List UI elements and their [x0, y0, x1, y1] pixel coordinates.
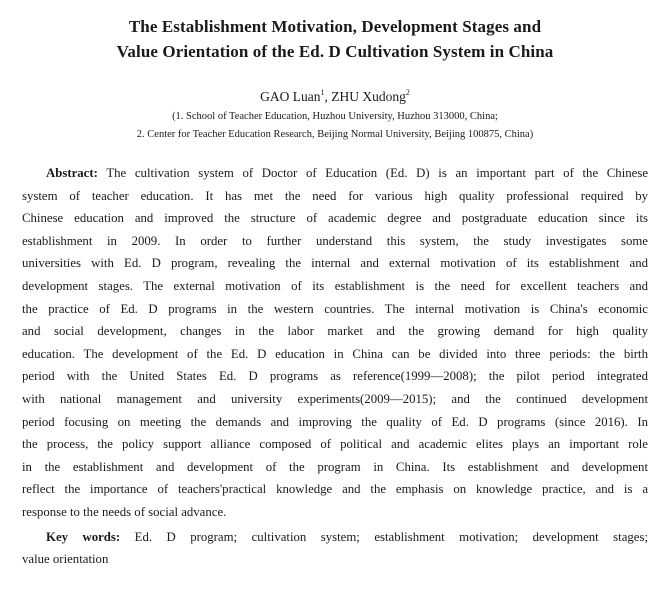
abstract-line: system of teacher education. It has met the need for various high quality professional required by: [22, 188, 648, 203]
abstract-text: The cultivation system of Doctor of Education (Ed. D) is an important part of the Chinese: [106, 166, 649, 180]
abstract-line: the practice of Ed. D programs in the western countries. The internal motivation is China's economic: [22, 301, 648, 316]
abstract-line: establishment in 2009. In order to further understand this system, the study investigates some: [22, 233, 648, 248]
author-name: ZHU Xudong: [331, 89, 406, 104]
title-line-2: Value Orientation of the Ed. D Cultivation System in China: [116, 42, 554, 61]
title-line-1: The Establishment Motivation, Development Stages and: [128, 17, 542, 36]
keywords-line: value orientation: [22, 552, 109, 567]
affiliation-line-2: 2. Center for Teacher Education Research, Beijing Normal University, Beijing 100875, China): [136, 129, 534, 140]
author-name: GAO Luan: [260, 89, 321, 104]
abstract-line: with national management and university experiments(2009—2015); and the continued development: [22, 391, 648, 406]
keywords-section: [22, 526, 648, 571]
affiliation-line-1: (1. School of Teacher Education, Huzhou University, Huzhou 313000, China;: [172, 111, 498, 122]
abstract-line: and social development, changes in the labor market and the growing demand for high quality: [22, 324, 648, 339]
keywords-text: Ed. D program; cultivation system; establishment motivation; development stages;: [134, 529, 648, 544]
abstract-line: universities with Ed. D program, revealing the internal and external motivation of its establishment and: [22, 256, 648, 271]
abstract-line: development stages. The external motivation of its establishment is the need for excellent teachers and: [22, 278, 648, 293]
affiliations: [22, 108, 648, 144]
keywords-label: Key words:: [46, 529, 121, 544]
abstract-section: [22, 162, 648, 524]
keywords-line: [22, 526, 648, 549]
abstract-line: in the establishment and development of the program in China. Its establishment and development: [22, 459, 648, 474]
abstract-label: Abstract:: [46, 166, 98, 180]
abstract-line: [22, 162, 648, 185]
abstract-line: response to the needs of social advance.: [22, 504, 227, 519]
author-affiliation-mark: 2: [405, 88, 410, 97]
abstract-line: education. The development of the Ed. D education in China can be divided into three periods: the birth: [22, 346, 648, 361]
author-list: [22, 84, 648, 106]
author-separator: ,: [324, 89, 332, 104]
abstract-line: period focusing on meeting the demands and improving the quality of Ed. D programs (since 2016). In: [22, 414, 648, 429]
author-affiliation-mark: 1: [320, 88, 325, 97]
paper-title: [22, 14, 648, 64]
abstract-line: reflect the importance of teachers'practical knowledge and the emphasis on knowledge practice, and is a: [22, 482, 648, 497]
abstract-line: Chinese education and improved the structure of academic degree and postgraduate education since its: [22, 211, 648, 226]
abstract-line: period with the United States Ed. D programs as reference(1999—2008); the pilot period integrated: [22, 369, 648, 384]
abstract-line: the process, the policy support alliance composed of political and academic elites plays an important role: [22, 437, 648, 452]
